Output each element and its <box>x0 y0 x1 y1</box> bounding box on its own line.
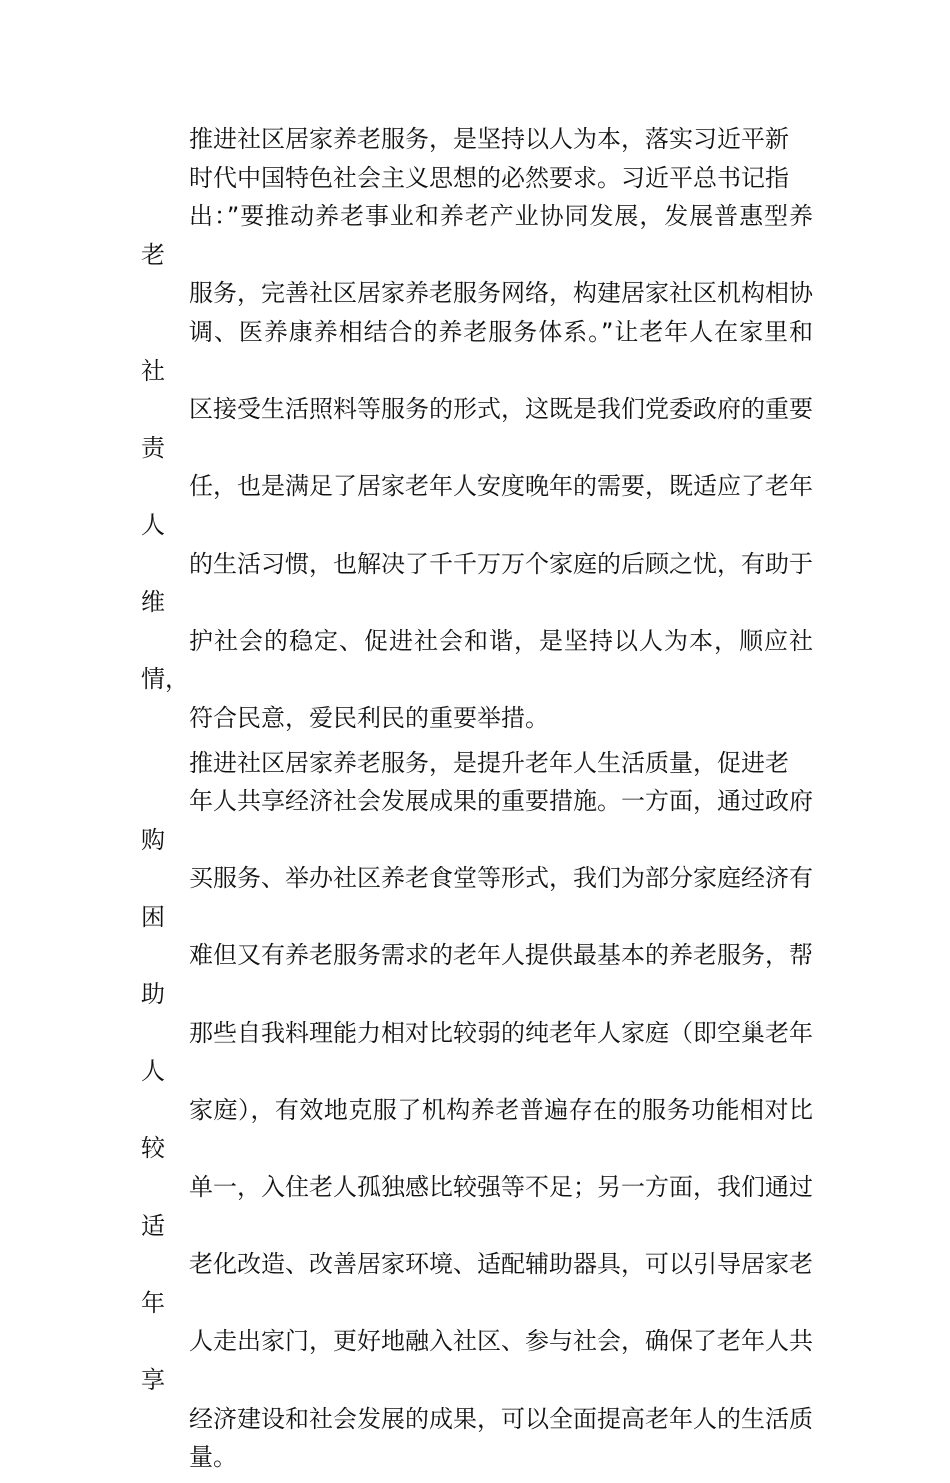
paragraph-line: 单一，入住老人孤独感比较强等不足；另一方面，我们通过适 <box>141 1173 813 1240</box>
paragraph-line: 任，也是满足了居家老年人安度晚年的需要，既适应了老年人 <box>141 472 813 539</box>
paragraph-line: 人走出家门，更好地融入社区、参与社会，确保了老年人共享 <box>141 1327 813 1394</box>
paragraph-line: 推进社区居家养老服务，是坚持以人为本，落实习近平新 <box>189 125 789 153</box>
paragraph-line: 推进社区居家养老服务，是提升老年人生活质量，促进老 <box>189 748 789 777</box>
paragraph-line: 家庭），有效地克服了机构养老普遍存在的服务功能相对比较 <box>141 1095 813 1163</box>
paragraph-line: 调、医养康养相结合的养老服务体系。”让老年人在家里和社 <box>141 317 813 385</box>
paragraph-line: 出：”要推动养老事业和养老产业协同发展，发展普惠型养老 <box>141 202 813 269</box>
paragraph-2 <box>141 744 813 1477</box>
paragraph-line: 区接受生活照料等服务的形式，这既是我们党委政府的重要责 <box>141 395 813 462</box>
paragraph-line: 老化改造、改善居家环境、适配辅助器具，可以引导居家老年 <box>141 1250 813 1317</box>
paragraph-line: 量。 <box>189 1443 237 1472</box>
paragraph-line: 经济建设和社会发展的成果，可以全面提高老年人的生活质 <box>189 1404 813 1433</box>
paragraph-1 <box>141 120 813 738</box>
document-body <box>141 120 813 1483</box>
paragraph-line: 时代中国特色社会主义思想的必然要求。习近平总书记指 <box>189 163 789 192</box>
paragraph-line: 的生活习惯，也解决了千千万万个家庭的后顾之忧，有助于维 <box>141 549 813 617</box>
paragraph-line: 难但又有养老服务需求的老年人提供最基本的养老服务，帮助 <box>141 941 813 1009</box>
paragraph-line: 买服务、举办社区养老食堂等形式，我们为部分家庭经济有困 <box>141 864 813 931</box>
paragraph-line: 年人共享经济社会发展成果的重要措施。一方面，通过政府购 <box>141 787 813 854</box>
paragraph-line: 护社会的稳定、促进社会和谐，是坚持以人为本，顺应社情， <box>141 626 813 694</box>
paragraph-line: 服务，完善社区居家养老服务网络，构建居家社区机构相协 <box>189 279 813 308</box>
paragraph-line: 符合民意，爱民利民的重要举措。 <box>189 703 549 732</box>
paragraph-line: 那些自我料理能力相对比较弱的纯老年人家庭（即空巢老年人 <box>141 1018 813 1086</box>
